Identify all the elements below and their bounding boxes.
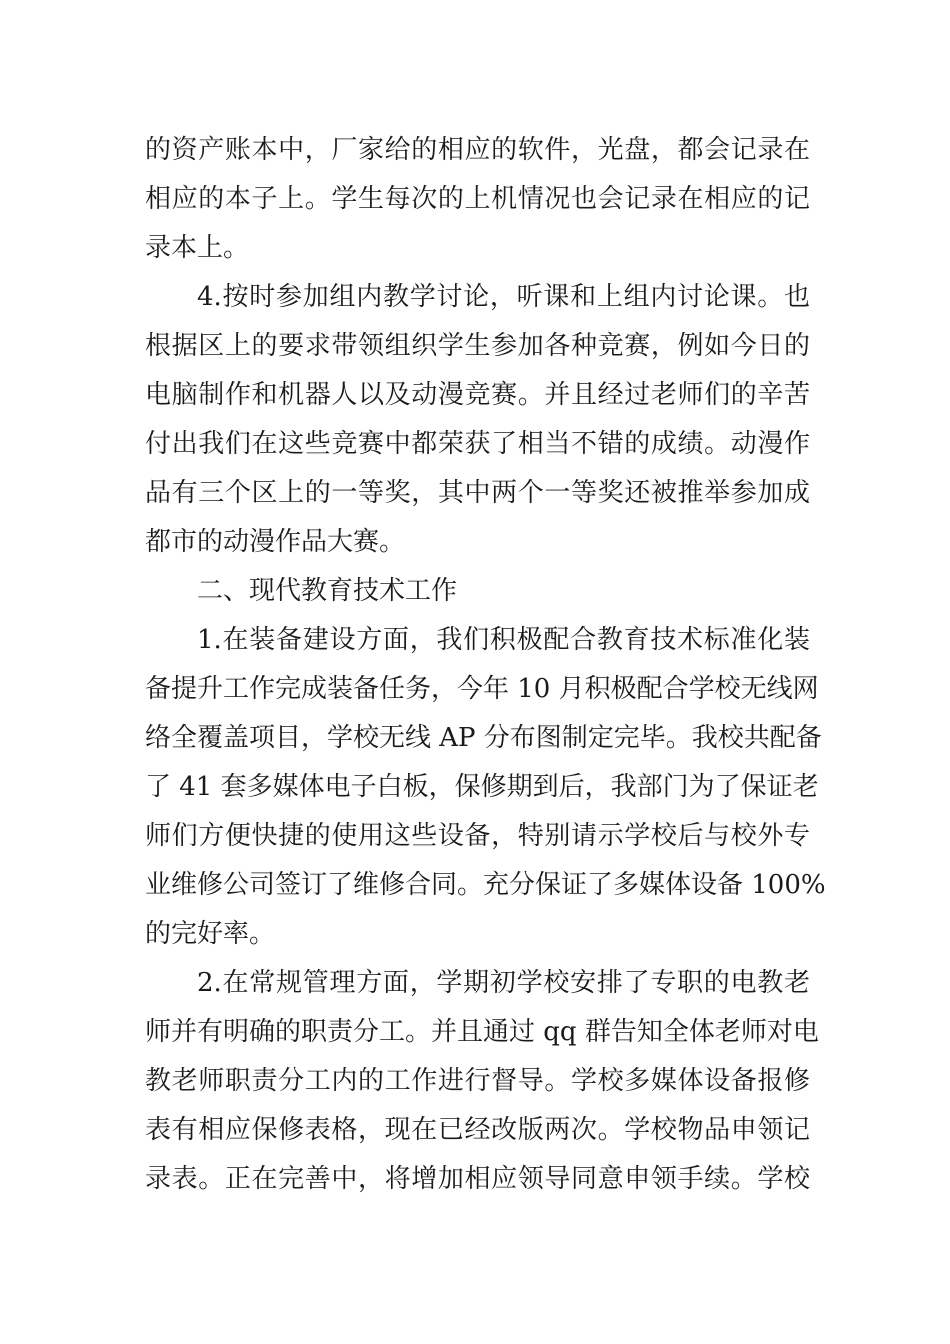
text-line: 师们方便快捷的使用这些设备，特别请示学校后与校外专	[145, 821, 810, 851]
text-line: 录本上。	[145, 233, 250, 263]
body-text	[145, 126, 826, 1204]
text-line: 的资产账本中，厂家给的相应的软件，光盘，都会记录在	[145, 135, 810, 165]
text-line: 师并有明确的职责分工。并且通过 qq 群告知全体老师对电	[145, 1017, 819, 1047]
text-line: 2.在常规管理方面，学期初学校安排了专职的电教老	[197, 968, 810, 998]
text-line: 备提升工作完成装备任务，今年 10 月积极配合学校无线网	[145, 674, 819, 704]
text-line: 品有三个区上的一等奖，其中两个一等奖还被推举参加成	[145, 478, 810, 508]
text-line: 业维修公司签订了维修合同。充分保证了多媒体设备 100%	[145, 870, 826, 900]
text-line: 络全覆盖项目，学校无线 AP 分布图制定完毕。我校共配备	[145, 723, 822, 753]
text-line: 录表。正在完善中，将增加相应领导同意申领手续。学校	[145, 1164, 810, 1194]
text-line: 电脑制作和机器人以及动漫竞赛。并且经过老师们的辛苦	[145, 380, 810, 410]
text-line: 都市的动漫作品大赛。	[145, 527, 406, 557]
text-line: 1.在装备建设方面，我们积极配合教育技术标准化装	[197, 625, 810, 655]
text-line: 了 41 套多媒体电子白板，保修期到后，我部门为了保证老	[145, 772, 819, 802]
section-heading: 二、现代教育技术工作	[197, 576, 458, 606]
text-line: 根据区上的要求带领组织学生参加各种竞赛，例如今日的	[145, 331, 810, 361]
text-line: 付出我们在这些竞赛中都荣获了相当不错的成绩。动漫作	[145, 429, 810, 459]
text-line: 相应的本子上。学生每次的上机情况也会记录在相应的记	[145, 184, 810, 214]
text-line: 4.按时参加组内教学讨论，听课和上组内讨论课。也	[197, 282, 810, 312]
text-line: 表有相应保修表格，现在已经改版两次。学校物品申领记	[145, 1115, 810, 1145]
text-line: 教老师职责分工内的工作进行督导。学校多媒体设备报修	[145, 1066, 810, 1096]
text-line: 的完好率。	[145, 919, 276, 949]
